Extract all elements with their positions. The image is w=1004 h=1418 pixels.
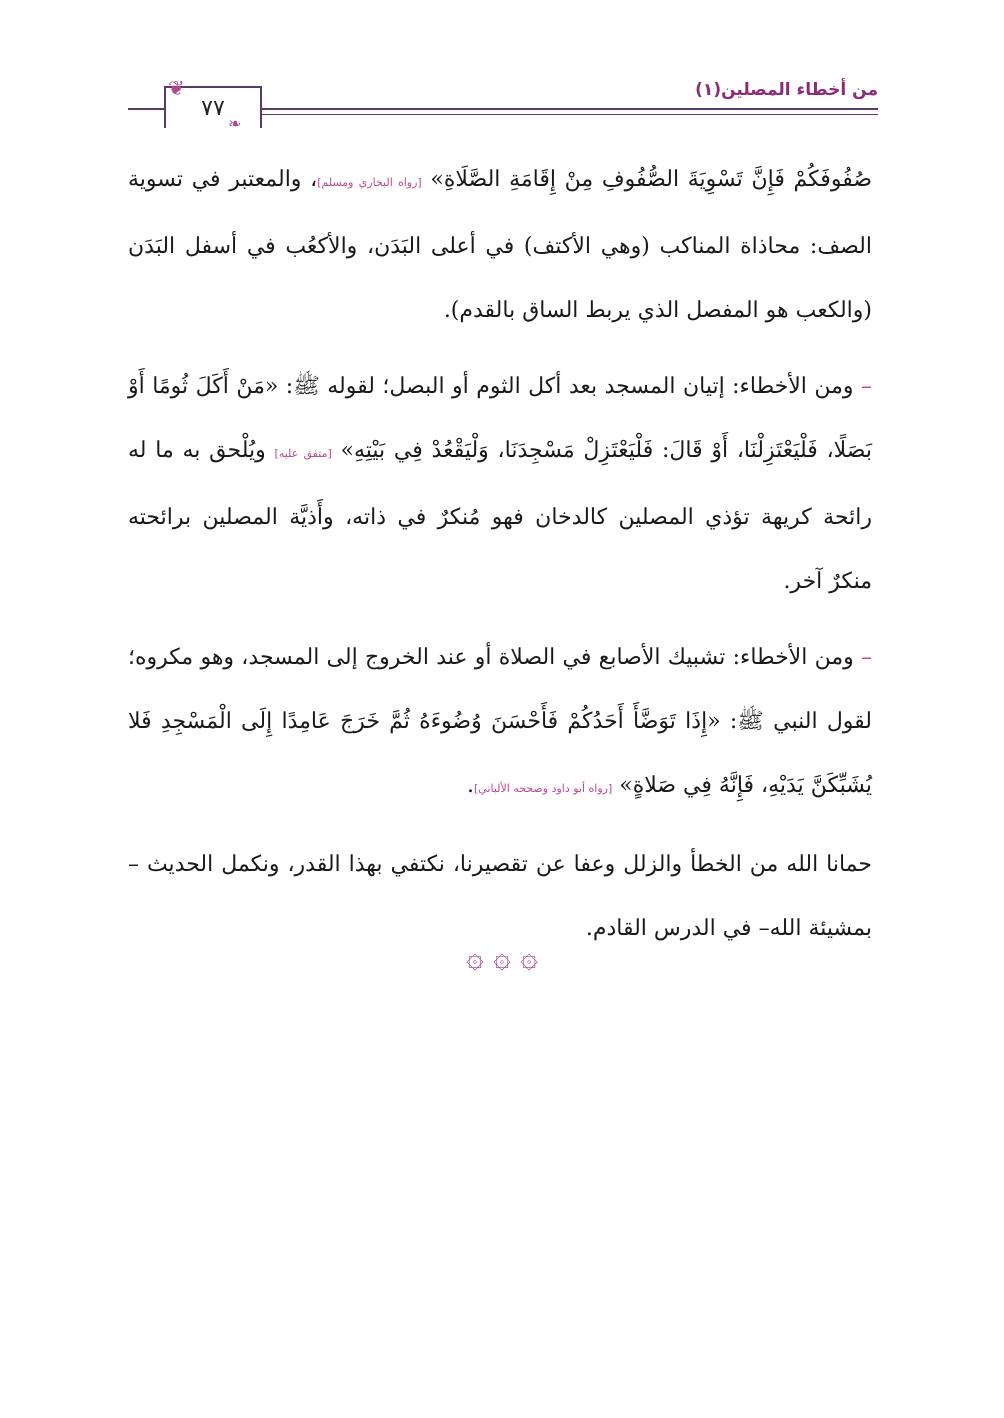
paragraph-2-text-a: ومن الأخطاء: إتيان المسجد بعد أكل الثوم أو البصل؛ لقوله ﷺ: «مَنْ أَكَلَ ثُومًا أَوْ بَصَلًا، فَلْيَعْتَزِلْنَا، أَوْ قَالَ: فَلْيَعْتَزِلْ مَسْجِدَنَا، وَلْيَقْعُدْ فِي بَيْتِهِ» [128, 374, 872, 463]
flourish-small-icon: ❧ [228, 114, 242, 133]
page-body [128, 148, 872, 973]
citation-abu-dawud: [رواه أبو داود وصححه الألباني] [473, 782, 613, 795]
flourish-icon: ❦ [168, 76, 185, 100]
page-number: ٧٧ [201, 95, 225, 121]
paragraph-4-text: حمانا الله من الخطأ والزلل وعفا عن تقصيرنا، نكتفي بهذا القدر، ونكمل الحديث –بمشيئة الله– في الدرس القادم. [128, 852, 872, 941]
bullet-dash: – [861, 645, 872, 670]
paragraph-1-text-b: ، والمعتبر في تسوية الصف: محاذاة المناكب (وهي الأكتف) في أعلى البَدَن، والأكعُب في أسفل البَدَن (والكعب هو المفصل الذي يربط الساق بالقدم). [128, 167, 872, 323]
header-rule-left [128, 108, 166, 110]
header-rule-bottom [258, 114, 878, 115]
paragraph-3-text-a: ومن الأخطاء: تشبيك الأصابع في الصلاة أو عند الخروج إلى المسجد، وهو مكروه؛ لقول النبي ﷺ: «إِذَا تَوَضَّأَ أَحَدُكُمْ فَأَحْسَنَ وُضُوءَهُ ثُمَّ خَرَجَ عَامِدًا إِلَى الْمَسْجِدِ فَلا يُشَبِّكَنَّ يَدَيْهِ، فَإِنَّهُ فِي صَلاةٍ» [128, 645, 872, 798]
citation-muttafaq: [متفق عليه] [274, 447, 332, 460]
bullet-dash: – [861, 374, 872, 399]
running-title: من أخطاء المصلين(١) [695, 80, 878, 100]
header-rule-top [258, 108, 878, 110]
paragraph-1-text-a: صُفُوفَكُمْ فَإِنَّ تَسْوِيَةَ الصُّفُوفِ مِنْ إِقَامَةِ الصَّلَاةِ» [430, 167, 872, 192]
paragraph-3-text-b: . [466, 773, 474, 798]
citation-bukhari-muslim: [رواه البخاري ومسلم] [317, 176, 422, 189]
paragraph-3 [128, 626, 872, 821]
section-end-ornament-icon: ۞ ۞ ۞ [466, 940, 538, 975]
page-header [128, 70, 878, 140]
paragraph-2-text-b: ويُلْحق به ما له رائحة كريهة تؤذي المصلين كالدخان فهو مُنكرٌ في ذاته، وأَذيَّة المصلين برائحته منكرٌ آخر. [128, 438, 872, 594]
paragraph-2 [128, 355, 872, 614]
paragraph-1 [128, 148, 872, 343]
